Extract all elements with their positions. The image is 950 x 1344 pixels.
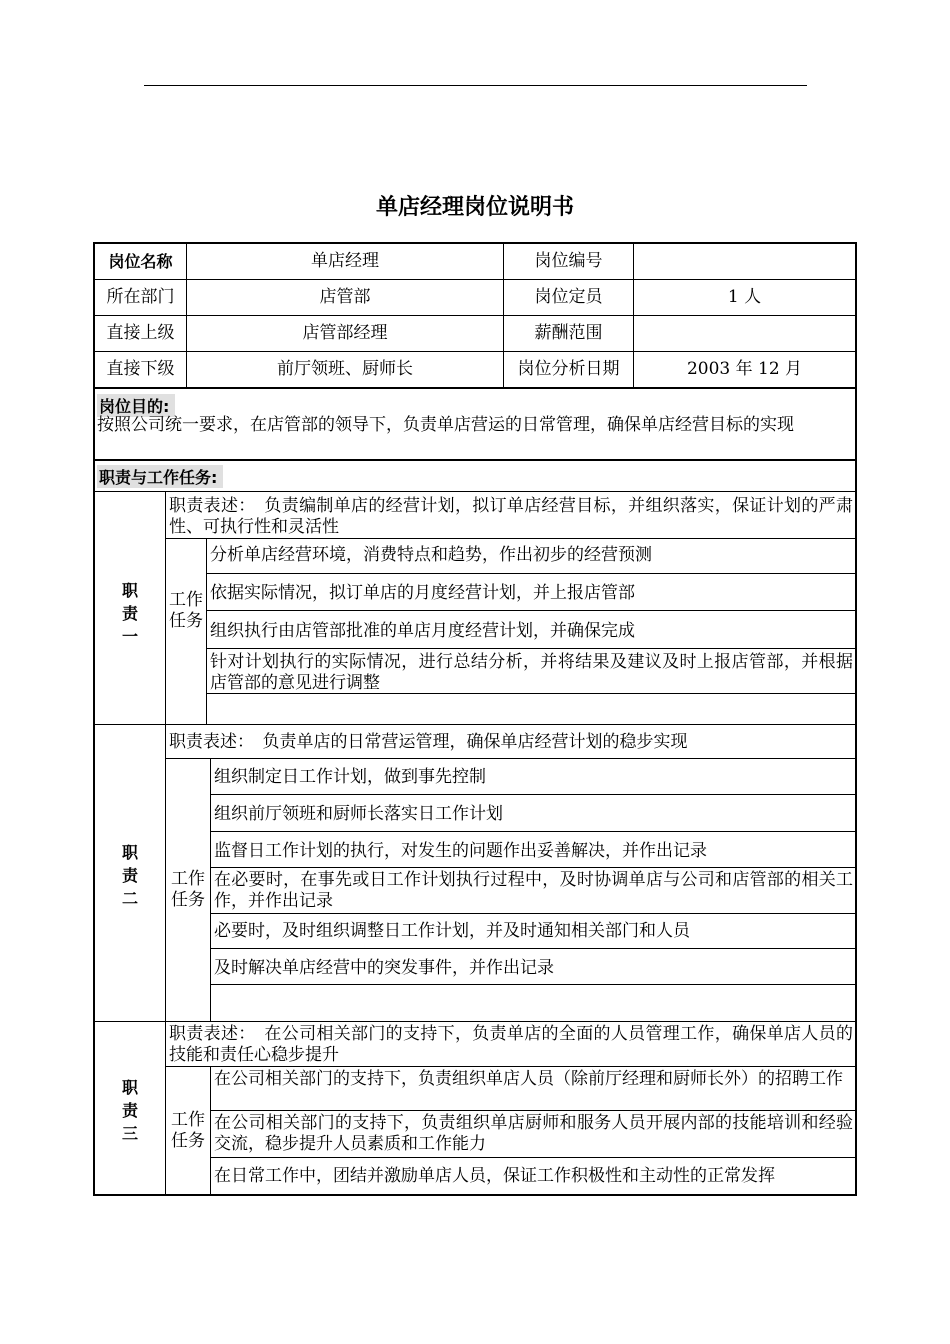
duty-2-task-1: 组织制定日工作计划，做到事先控制 bbox=[214, 767, 486, 787]
duty-1-description: 职责表述： 负责编制单店的经营计划，拟订单店经营目标，并组织落实，保证计划的严肃性、可执行性和灵活性 bbox=[169, 496, 853, 537]
quota-label: 岗位定员 bbox=[534, 287, 603, 307]
duty-2-task-4: 在必要时，在事先或日工作计划执行过程中，及时协调单店与公司和店管部的相关工作，并作出记录 bbox=[214, 870, 853, 911]
duty-1-task-2: 依据实际情况，拟订单店的月度经营计划，并上报店管部 bbox=[210, 583, 635, 603]
duty-1-task-4: 针对计划执行的实际情况，进行总结分析，并将结果及建议及时上报店管部，并根据店管部的意见进行调整 bbox=[210, 652, 853, 693]
salary-label: 薪酬范围 bbox=[534, 323, 603, 343]
duty-3-task-2: 在公司相关部门的支持下，负责组织单店厨师和服务人员开展内部的技能培训和经验交流，稳步提升人员素质和工作能力 bbox=[214, 1113, 853, 1154]
duty-2-task-2: 组织前厅领班和厨师长落实日工作计划 bbox=[214, 804, 503, 824]
purpose-text: 按照公司统一要求，在店管部的领导下，负责单店营运的日常管理，确保单店经营目标的实现 bbox=[97, 415, 794, 435]
job-name-label: 岗位名称 bbox=[108, 252, 173, 271]
analysis-date-label: 岗位分析日期 bbox=[517, 359, 620, 379]
dept-label: 所在部门 bbox=[106, 287, 175, 307]
duty-3-description: 职责表述： 在公司相关部门的支持下，负责单店的全面的人员管理工作，确保单店人员的技能和责任心稳步提升 bbox=[169, 1024, 853, 1065]
subordinate-value: 前厅领班、厨师长 bbox=[277, 359, 413, 379]
duty-2-task-3: 监督日工作计划的执行，对发生的问题作出妥善解决，并作出记录 bbox=[214, 841, 707, 861]
superior-value: 店管部经理 bbox=[302, 323, 388, 343]
duty-2-task-6: 及时解决单店经营中的突发事件，并作出记录 bbox=[214, 958, 554, 978]
duty-2-task-5: 必要时，及时组织调整日工作计划，并及时通知相关部门和人员 bbox=[214, 921, 690, 941]
duty-2-task-label: 工作任务 bbox=[171, 869, 205, 910]
duty-2-label: 职责二 bbox=[121, 843, 138, 908]
document-title: 单店经理岗位说明书 bbox=[375, 195, 574, 220]
duty-1-task-1: 分析单店经营环境，消费特点和趋势，作出初步的经营预测 bbox=[210, 545, 652, 565]
duty-3-task-1: 在公司相关部门的支持下，负责组织单店人员（除前厅经理和厨师长外）的招聘工作 bbox=[214, 1069, 843, 1089]
duty-1-task-3: 组织执行由店管部批准的单店月度经营计划，并确保完成 bbox=[210, 621, 635, 641]
duty-1-label: 职责一 bbox=[121, 581, 138, 646]
job-description-table bbox=[93, 242, 857, 1196]
analysis-date-value: 2003 年 12 月 bbox=[686, 359, 803, 379]
dept-value: 店管部 bbox=[319, 287, 371, 307]
header-rule bbox=[144, 85, 807, 86]
duty-3-task-3: 在日常工作中，团结并激励单店人员，保证工作积极性和主动性的正常发挥 bbox=[214, 1166, 775, 1186]
duty-1-task-label: 工作任务 bbox=[169, 590, 203, 631]
duty-2-description: 职责表述： 负责单店的日常营运管理，确保单店经营计划的稳步实现 bbox=[169, 732, 688, 752]
duty-3-label: 职责三 bbox=[121, 1078, 138, 1143]
superior-label: 直接上级 bbox=[106, 323, 175, 343]
duty-3-task-label: 工作任务 bbox=[171, 1110, 205, 1151]
duties-heading: 职责与工作任务: bbox=[97, 465, 223, 488]
subordinate-label: 直接下级 bbox=[106, 359, 175, 379]
purpose-heading: 岗位目的: bbox=[97, 394, 175, 417]
job-name-value: 单店经理 bbox=[311, 251, 379, 271]
job-code-label: 岗位编号 bbox=[534, 251, 603, 271]
quota-value: 1 人 bbox=[727, 287, 762, 307]
